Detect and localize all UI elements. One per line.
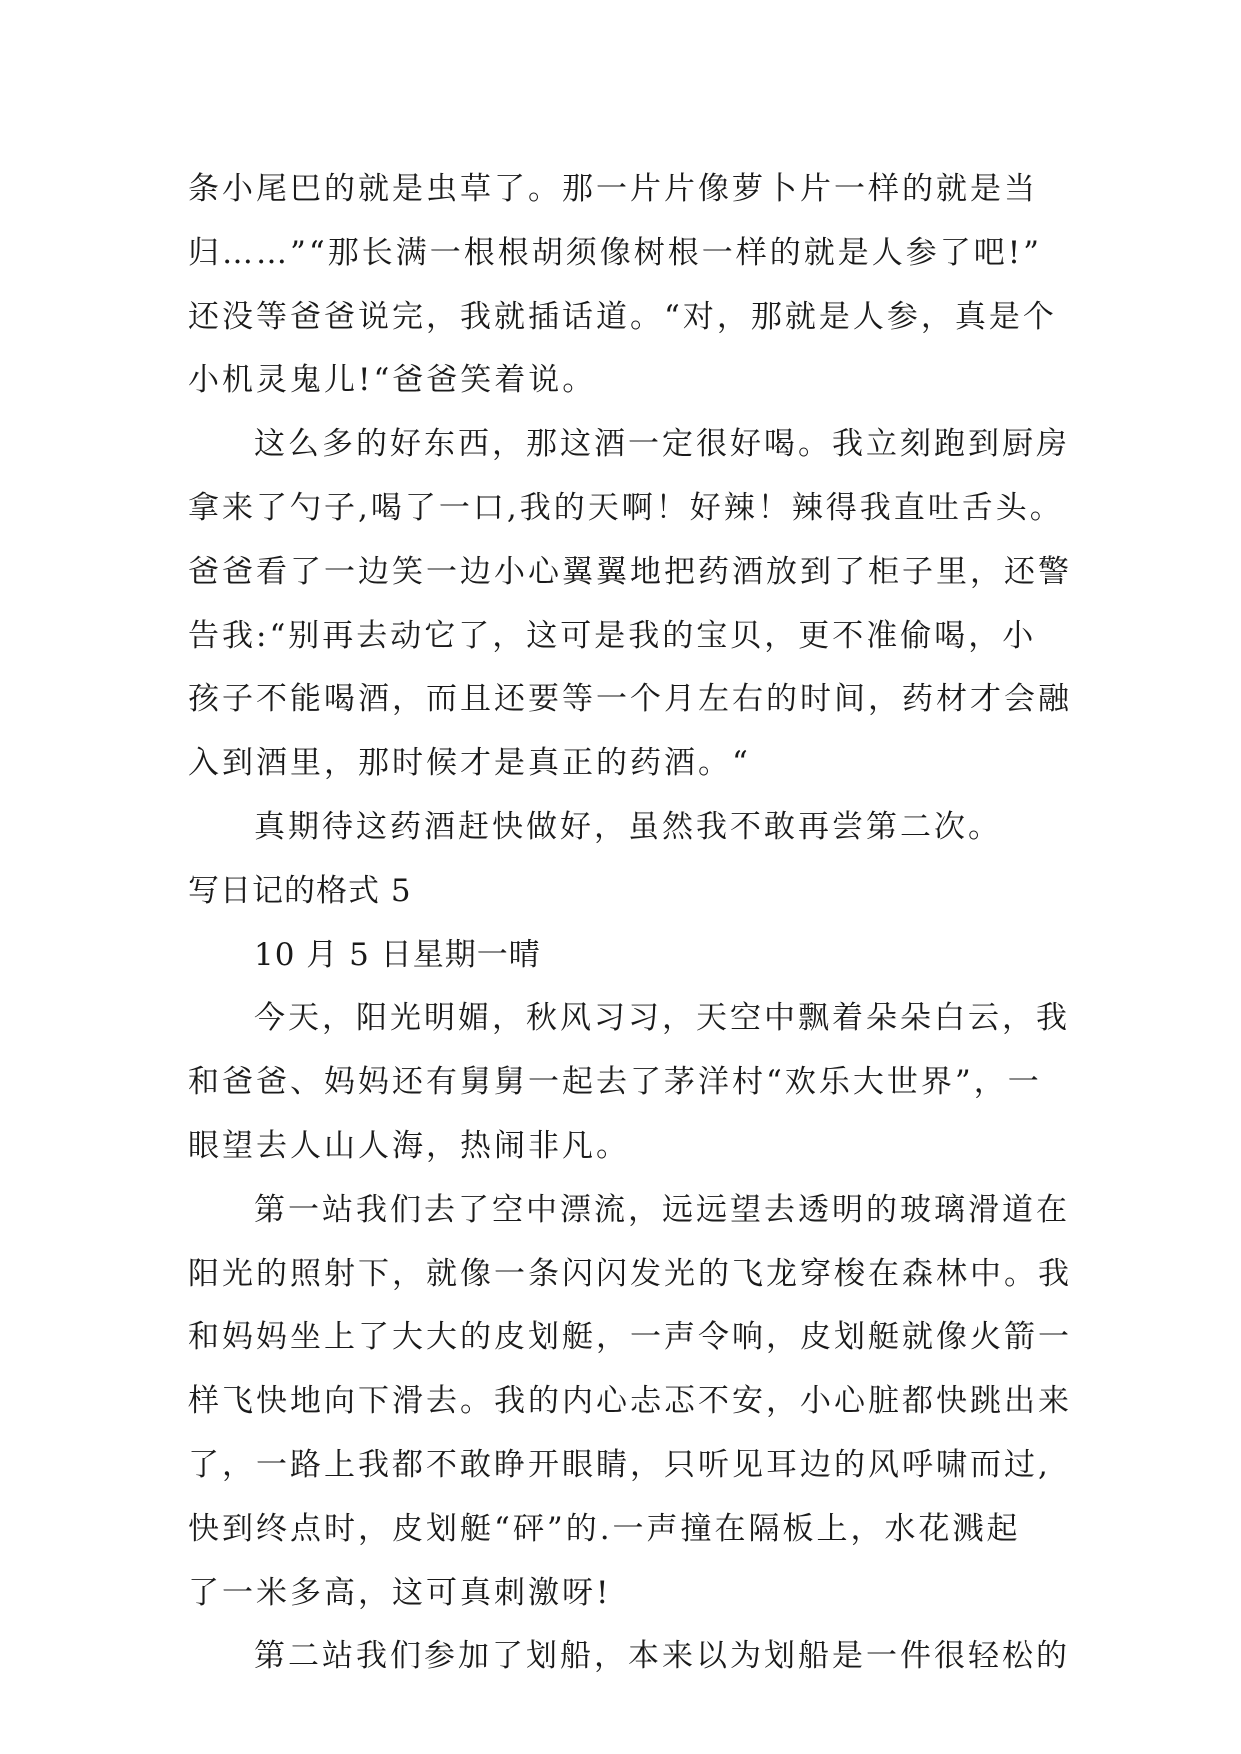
text-line: 归……”“那长满一根根胡须像树根一样的就是人参了吧!” (188, 234, 1042, 271)
text-line: 了，一路上我都不敢睁开眼睛，只听见耳边的风呼啸而过, (188, 1446, 1051, 1483)
text-line: 阳光的照射下，就像一条闪闪发光的飞龙穿梭在森林中。我 (188, 1255, 1072, 1292)
text-line: 和爸爸、妈妈还有舅舅一起去了茅洋村“欢乐大世界”，一 (188, 1064, 1042, 1101)
paragraph-start-line: 第一站我们去了空中漂流，远远望去透明的玻璃滑道在 (254, 1191, 1070, 1228)
text-line: 样飞快地向下滑去。我的内心忐忑不安，小心脏都快跳出来 (188, 1383, 1072, 1420)
diary-date-line: 10 月 5 日星期一晴 (254, 936, 541, 973)
text-line: 了一米多高，这可真刺激呀! (188, 1574, 612, 1611)
document-body (188, 158, 1072, 1689)
text-line: 小机灵鬼儿!“爸爸笑着说。 (188, 362, 597, 399)
text-line: 还没等爸爸说完，我就插话道。“对，那就是人参，真是个 (188, 298, 1057, 335)
text-line: 眼望去人山人海，热闹非凡。 (188, 1127, 630, 1164)
text-line: 爸爸看了一边笑一边小心翼翼地把药酒放到了柜子里，还警 (188, 553, 1072, 590)
text-line: 和妈妈坐上了大大的皮划艇，一声令响，皮划艇就像火箭一 (188, 1319, 1072, 1356)
text-line: 快到终点时，皮划艇“砰”的.一声撞在隔板上，水花溅起 (188, 1510, 1021, 1547)
paragraph-start-line: 真期待这药酒赶快做好，虽然我不敢再尝第二次。 (254, 808, 1002, 845)
text-line: 孩子不能喝酒，而且还要等一个月左右的时间，药材才会融 (188, 681, 1072, 718)
paragraph-start-line: 今天，阳光明媚，秋风习习，天空中飘着朵朵白云，我 (254, 1000, 1070, 1037)
text-line: 入到酒里，那时候才是真正的药酒。“ (188, 745, 751, 782)
paragraph-start-line: 第二站我们参加了划船，本来以为划船是一件很轻松的 (254, 1638, 1070, 1675)
text-line: 拿来了勺子,喝了一口,我的天啊！好辣！辣得我直吐舌头。 (188, 489, 1064, 526)
text-line: 告我:“别再去动它了，这可是我的宝贝，更不准偷喝，小 (188, 617, 1037, 654)
section-heading: 写日记的格式 5 (188, 872, 412, 909)
paragraph-start-line: 这么多的好东西，那这酒一定很好喝。我立刻跑到厨房 (254, 426, 1070, 463)
text-line: 条小尾巴的就是虫草了。那一片片像萝卜片一样的就是当 (188, 171, 1038, 207)
